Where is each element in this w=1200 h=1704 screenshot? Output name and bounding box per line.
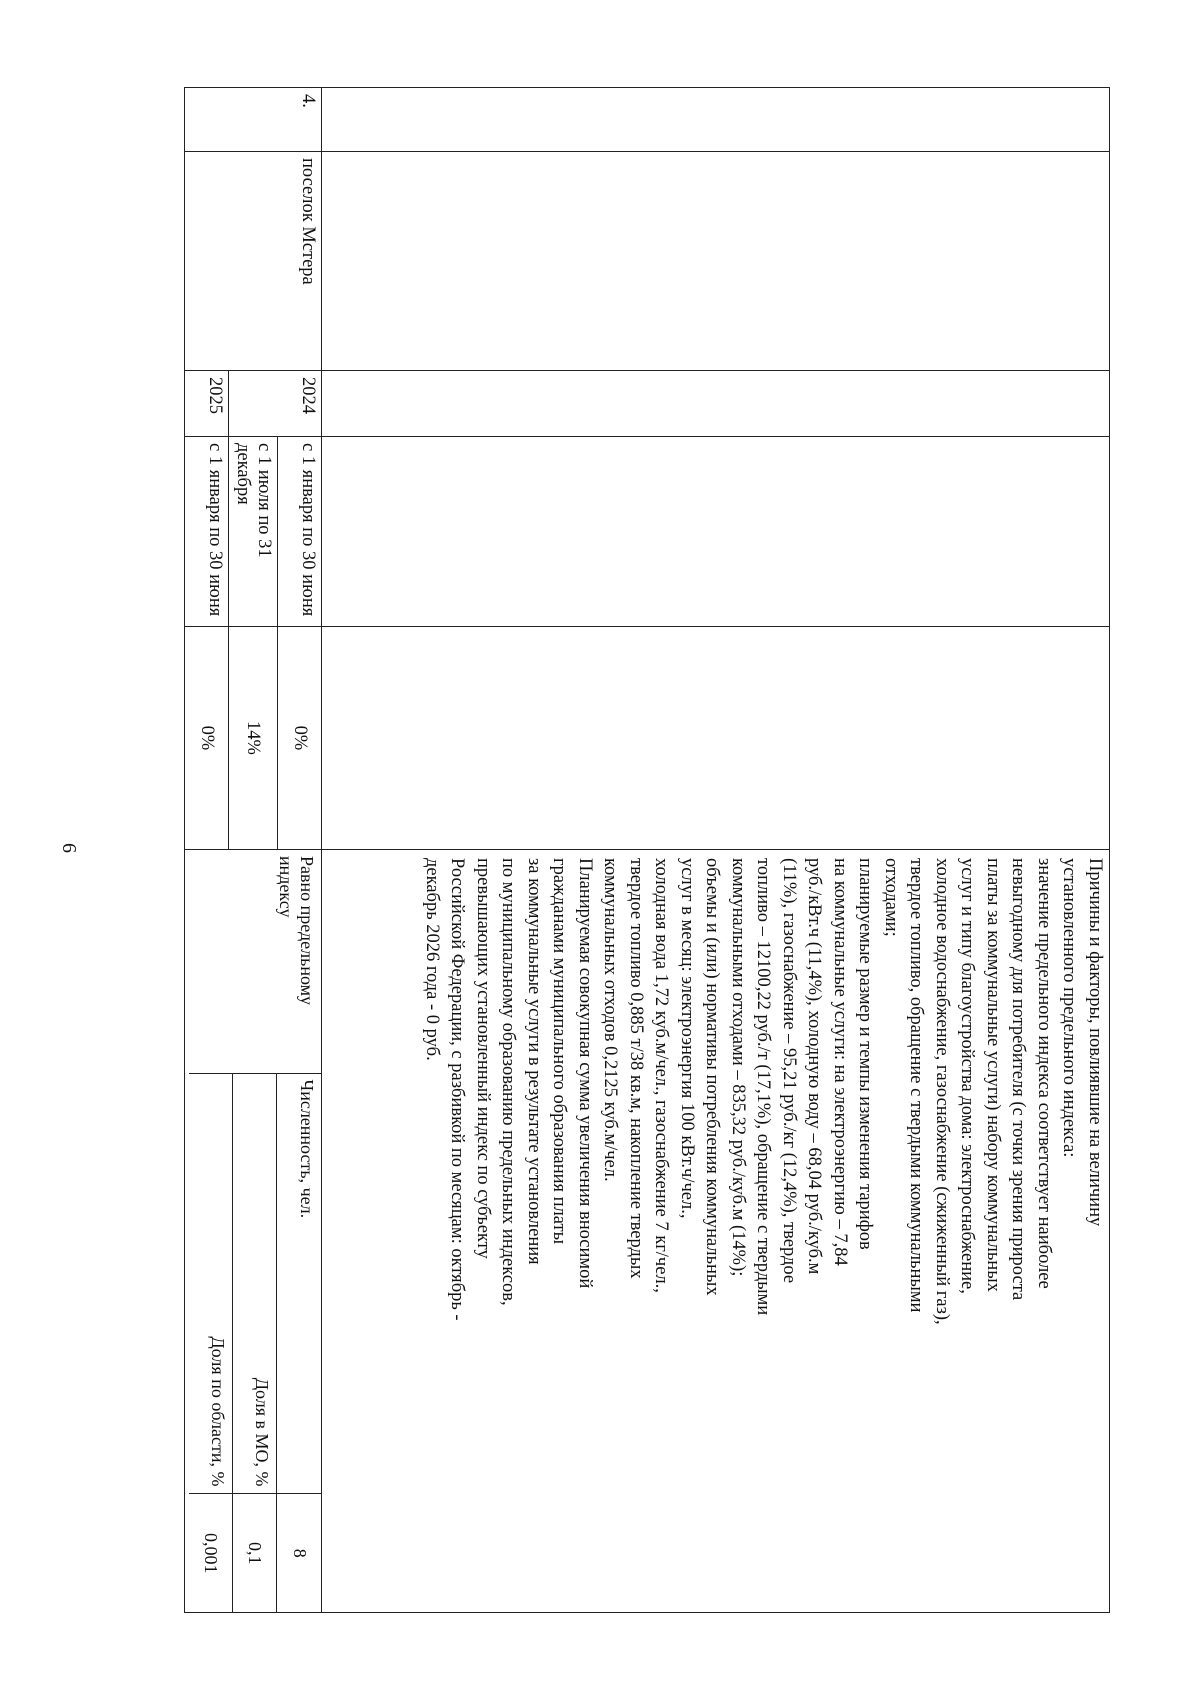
factors-line: холодная вода 1,72 куб.м/чел., газоснабжение 7 кг/чел., xyxy=(651,858,672,1293)
factors-line: твердое топливо, обращение с твердыми коммунальными xyxy=(906,858,927,1313)
stat-value: 0,001 xyxy=(189,1493,233,1613)
factors-line: коммунальными отходами – 835,32 руб./куб.м (14%); xyxy=(728,858,748,1277)
factors-line: топливо – 12100,22 руб./т (17,1%), обращение с твердыми xyxy=(753,858,774,1316)
value-cell: 0% xyxy=(185,627,229,850)
factors-line: установленного предельного индекса: xyxy=(1059,858,1080,1158)
year-cell: 2024 xyxy=(229,371,322,437)
factors-line: услуг в месяц: электроэнергия 100 кВт.ч/чел., xyxy=(677,858,697,1219)
equal-label: Равно предельному индексу xyxy=(189,850,321,1073)
factors-line: превышающих установленный индекс по субъекту xyxy=(473,858,493,1259)
factors-text-cell xyxy=(322,850,1110,1613)
factors-line: значение предельного индекса соответствует наиболее xyxy=(1034,858,1054,1289)
stat-value: 0,1 xyxy=(233,1493,277,1613)
factors-line: услуг и типу благоустройства дома: электроснабжение, xyxy=(957,858,978,1294)
factors-line: Российской Федерации, с разбивкой по месяцам: октябрь - xyxy=(447,858,468,1321)
empty-cell xyxy=(322,627,1110,850)
factors-line: по муниципальному образованию предельных индексов, xyxy=(498,858,519,1306)
factors-line: руб./кВт.ч (11,4%), холодную воду – 68,04 руб./куб.м xyxy=(804,858,825,1275)
stats-cell xyxy=(185,850,322,1613)
factors-line: платы за коммунальные услуги) набору коммунальных xyxy=(983,858,1003,1292)
period-cell: с 1 января по 30 июня xyxy=(185,437,229,627)
factors-line: (11%), газоснабжение – 95,21 руб./кг (12,4%), твердое xyxy=(779,858,799,1284)
year-cell: 2025 xyxy=(185,371,229,437)
period-cell: с 1 января по 30 июня xyxy=(278,437,322,627)
empty-cell xyxy=(322,371,1110,437)
factors-line: за коммунальные услуги в результате установления xyxy=(524,858,544,1265)
stat-label: Доля в МО, % xyxy=(233,1073,277,1493)
settlement-name: поселок Мстера xyxy=(185,152,322,371)
factors-line: декабрь 2026 года - 0 руб. xyxy=(422,858,442,1061)
factors-line: гражданами муниципального образования платы xyxy=(549,858,570,1245)
factors-line: Планируемая совокупная сумма увеличения вносимой xyxy=(575,858,595,1289)
stat-label: Доля по области, % xyxy=(189,1073,233,1493)
stat-value: 8 xyxy=(277,1493,321,1613)
row-number: 4. xyxy=(185,88,322,152)
factors-line: коммунальных отходов 0,2125 куб.м/чел. xyxy=(600,858,621,1182)
stat-label: Численность, чел. xyxy=(277,1073,321,1493)
factors-line: твердое топливо 0,885 т/38 кв.м, накопление твердых xyxy=(626,858,646,1279)
page-number: 6 xyxy=(58,843,80,853)
value-cell: 14% xyxy=(229,627,278,850)
index-table xyxy=(184,87,1110,1613)
empty-cell xyxy=(322,152,1110,371)
period-cell: с 1 июля по 31 декабря xyxy=(229,437,278,627)
factors-text xyxy=(419,858,1108,1606)
rotated-table-region xyxy=(190,87,1110,1612)
value-cell: 0% xyxy=(278,627,322,850)
factors-line: на коммунальные услуги: на электроэнергию – 7,84 xyxy=(830,858,850,1266)
stats-table xyxy=(189,850,321,1613)
factors-line: Причины и факторы, повлиявшие на величину xyxy=(1085,858,1105,1227)
factors-line: отходами; xyxy=(881,858,901,937)
factors-line: планируемые размер и темпы изменения тарифов xyxy=(855,858,876,1250)
empty-cell xyxy=(322,437,1110,627)
empty-cell xyxy=(322,88,1110,152)
factors-line: холодное водоснабжение, газоснабжение (сжиженный газ), xyxy=(932,858,952,1325)
factors-line: объемы и (или) нормативы потребления коммунальных xyxy=(702,858,723,1296)
factors-line: невыгодному для потребителя (с точки зрения прироста xyxy=(1008,858,1029,1301)
